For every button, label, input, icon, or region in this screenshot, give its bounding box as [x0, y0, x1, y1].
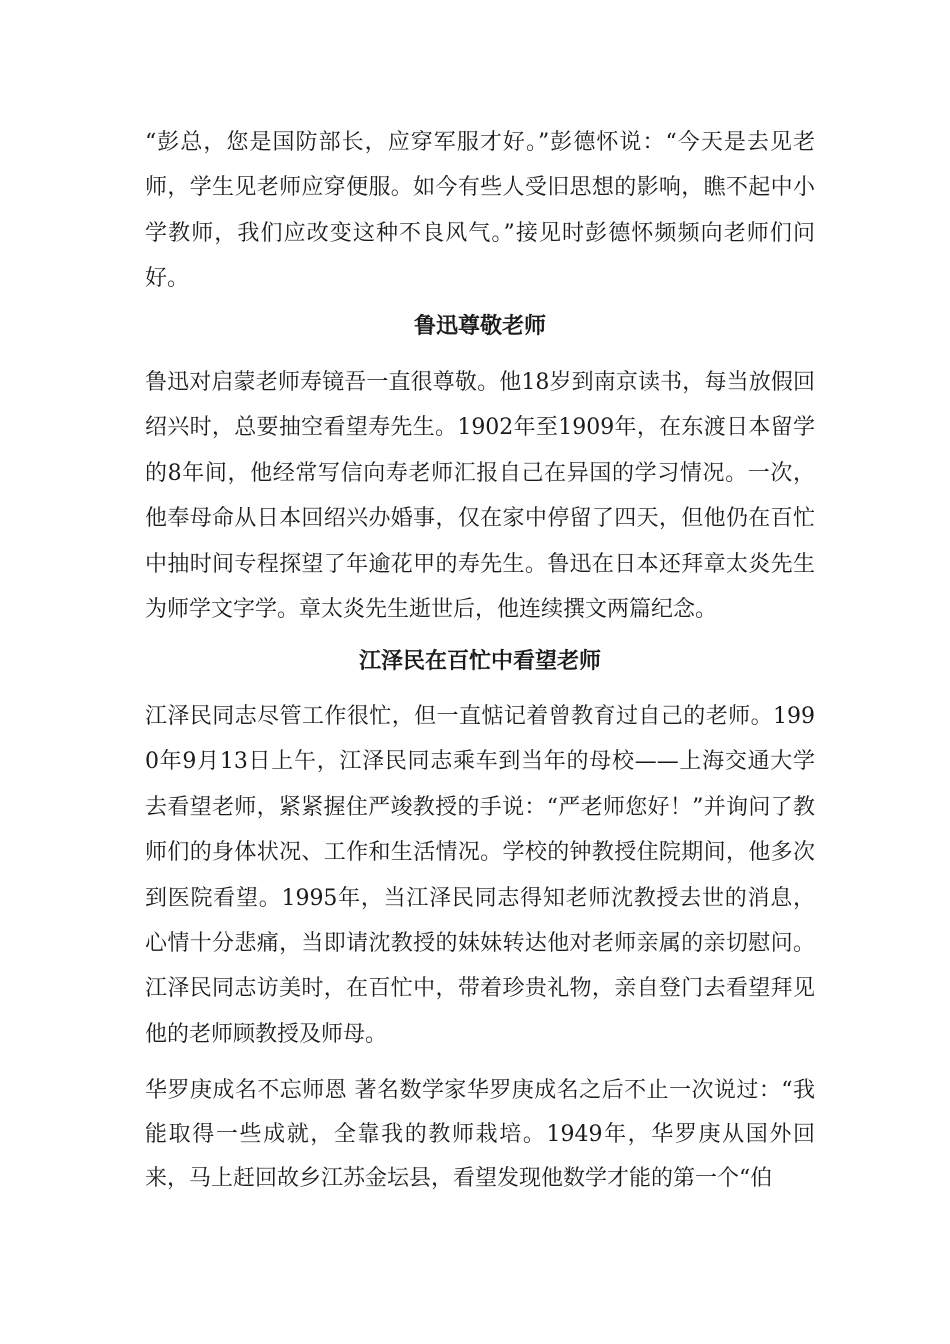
heading-jiang-zemin: 江泽民在百忙中看望老师: [358, 648, 601, 674]
paragraph-jiang-zemin: 江泽民同志尽管工作很忙，但一直惦记着曾教育过自己的老师。1990年9月13日上午，江泽民同志乘车到当年的母校——上海交通大学去看望老师，紧紧握住严竣教授的手说：“严老师您好！”并询问了教师们的身体状况、工作和生活情况。学校的钟教授住院期间，他多次到医院看望。1995年，当江泽民同志得知老师沈教授去世的消息，心情十分悲痛，当即请沈教授的妹妹转达他对老师亲属的亲切慰问。江泽民同志访美时，在百忙中，带着珍贵礼物，亲自登门去看望拜见他的老师顾教授及师母。: [145, 704, 815, 1047]
paragraph-peng-dehuai: “彭总，您是国防部长，应穿军服才好。”彭德怀说：“今天是去见老师，学生见老师应穿便服。如今有些人受旧思想的影响，瞧不起中小学教师，我们应改变这种不良风气。”接见时彭德怀频频向老师们问好。: [145, 130, 815, 292]
heading-lu-xun: 鲁迅尊敬老师: [413, 313, 546, 339]
paragraph-lu-xun: 鲁迅对启蒙老师寿镜吾一直很尊敬。他18岁到南京读书，每当放假回绍兴时，总要抽空看望寿先生。1902年至1909年，在东渡日本留学的8年间，他经常写信向寿老师汇报自己在异国的学习情况。一次，他奉母命从日本回绍兴办婚事，仅在家中停留了四天，但他仍在百忙中抽时间专程探望了年逾花甲的寿先生。鲁迅在日本还拜章太炎先生为师学文字学。章太炎先生逝世后，他连续撰文两篇纪念。: [145, 370, 815, 623]
paragraph-hua-luogeng: 华罗庚成名不忘师恩 著名数学家华罗庚成名之后不止一次说过：“我能取得一些成就，全靠我的教师栽培。1949年，华罗庚从国外回来，马上赶回故乡江苏金坛县，看望发现他数学才能的第一个“伯: [145, 1078, 815, 1191]
